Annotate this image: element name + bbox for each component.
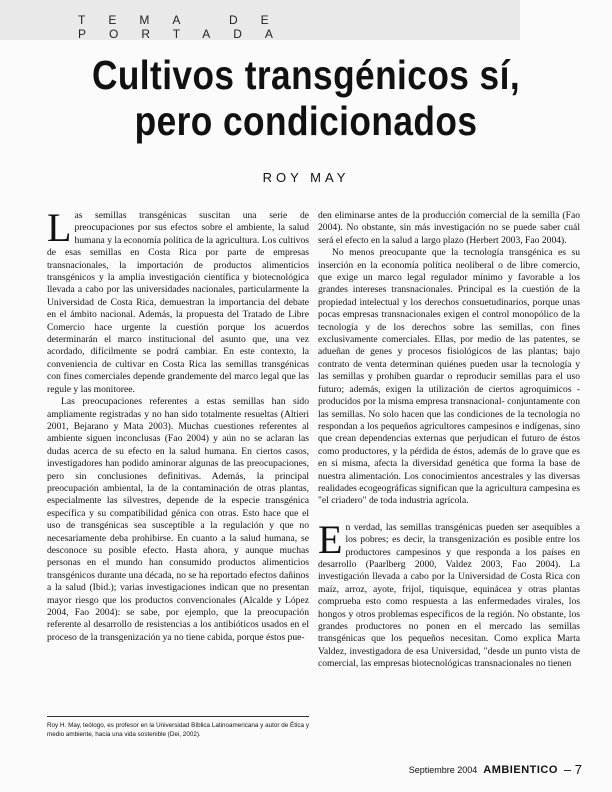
article-title <box>43 52 569 144</box>
magazine-logo: AMBIENTICO <box>483 763 558 776</box>
paragraph <box>47 205 309 396</box>
page-number: – 7 <box>563 762 582 777</box>
drop-cap: E <box>318 516 343 562</box>
author-name: ROY MAY <box>262 170 350 185</box>
paragraph: Las preocupaciones referentes a estas semillas han sido ampliamente registradas y no han sido totalmente resueltas (Altieri 2001, Bejarano y Mata 2003). Muchas cuestiones referentes al ambiente siguen inconclusas (Fao 2004) y aún no se aclaran las dudas acerca de su efecto en la salud humana. En ciertos casos, investigadores han podido aminorar algunas de las preocupaciones, pero sin conclusiones definitivas. Además, la principal preocupación ambiental, la de la contaminación de otras plantas, especialmente las silvestres, depende de la especie transgénica específica y su compatibilidad génica con otras. Esto hace que el uso de transgénicas sea susceptible a la regulación y que no necesariamente deba prohibirse. En cuanto a la salud humana, se desconoce su posible efecto. Hasta ahora, y aunque muchas personas en el mundo han consumido productos alimenticios transgénicos durante una década, no se ha reportado efectos dañinos a la salud (Ibid.); varias investigaciones indican que no presentan mayor riesgo que los productos convencionales (Alcalde y López 2004, Fao 2004): se sabe, por ejemplo, que la preocupación referente al desarrollo de resistencias a los antibióticos usados en el proceso de la transgenización ya no tiene cabida, porque éstos pue- <box>47 396 309 643</box>
paragraph: den eliminarse antes de la producción comercial de la semilla (Fao 2004). No obstante, sin más investigación no se puede saber cuál será el efecto en la salud a largo plazo (Herbert 2003, Fao 2004). <box>318 210 580 246</box>
issue-date: Septiembre 2004 <box>408 764 478 775</box>
left-column <box>47 205 309 644</box>
author-footnote: Roy H. May, teólogo, es profesor en la Universidad Bíblica Latinoamericana y autor de Ética y medio ambiente, hacia una vida sostenible (Dei, 2002). <box>47 722 309 738</box>
title-line-2: pero condicionados <box>134 98 478 144</box>
section-tag <box>0 0 520 40</box>
title-line-1: Cultivos transgénicos sí, <box>91 52 521 98</box>
paragraph: No menos preocupante que la tecnología transgénica es su inserción en la economía política neoliberal o de libre comercio, que exige un marco legal regulador mínimo y favorable a los grandes intereses transnacionales. Principal es la cuestión de la propiedad intelectual y los derechos consuetudinarios, porque unas pocas empresas transnacionales exigen el control monopólico de la tecnología y de los derechos sobre las semillas, con fines exclusivamente comerciales. Ellas, por medio de las patentes, se adueñan de genes y procesos fisiológicos de las plantas; bajo contrato de venta determinan quiénes pueden usar la tecnología y las semillas y prohíben guardar o reproducir semillas para el uso futuro; además, exigen la utilización de ciertos agroquímicos -producidos por la misma empresa transnacional- conjuntamente con las semillas. No solo hacen que las condiciones de la tecnología no respondan a los pequeños agricultores campesinos e indígenas, sino que crean dependencias externas que perjudican el futuro de éstos como productores, y la pérdida de éstos, además de lo grave que es en sí misma, afecta la diversidad genética que forma la base de nuestra alimentación. Los conocimientos ancestrales y las diversas realidades ecogeográficas significan que la agricultura campesina es "el criadero" de toda industria agrícola. <box>318 247 580 507</box>
paragraph-text: n verdad, las semillas transgénicas pueden ser asequibles a los pobres; es decir, la transgenización es posible entre los productores campesinos y que responda a los países en desarrollo (Paarlberg 2000, Valdez 2003, Fao 2004). La investigación llevada a cabo por la Universidad de Costa Rica con maíz, arroz, ayote, frijol, tiquisque, equinácea y otras plantas comprueba esto como respuesta a las enfermedades virales, los hongos y otros problemas específicos de la región. No obstante, los grandes productores no ponen en el mercado las semillas transgénicas que los pequeños necesitan. Como explica Marta Valdez, investigadora de esa Universidad, "desde un punto vista de comercial, las empresas biotecnológicas transnacionales no tienen <box>318 521 580 670</box>
paragraph-text: as semillas transgénicas suscitan una serie de preocupaciones por sus efectos sobre el ambiente, la salud humana y la economía política de la agricultura. Los cultivos de esas semillas en Costa Rica por parte de empresas transnacionales, la importación de productos alimenticios transgénicos y la amplia investigación científica y biotecnológica llevada a cabo por las universidades nacionales, particularmente la Universidad de Costa Rica, demuestran la importancia del debate en el ámbito nacional. Además, la propuesta del Tratado de Libre Comercio hace urgente la cuestión porque los acuerdos determinarán el marco institucional del asunto que, una vez acordado, difícilmente se podrá cambiar. En este contexto, la conveniencia de cultivar en Costa Rica las semillas transgénicas con fines comerciales depende grandemente del marco legal que las regule y las monitoree. <box>47 210 309 395</box>
right-column <box>318 210 580 671</box>
paragraph <box>318 516 580 671</box>
drop-cap: L <box>47 205 72 250</box>
section-tag-text: TEMA DE PORTADA <box>78 13 296 41</box>
page-footer <box>409 762 582 777</box>
footnote-divider <box>47 716 309 717</box>
